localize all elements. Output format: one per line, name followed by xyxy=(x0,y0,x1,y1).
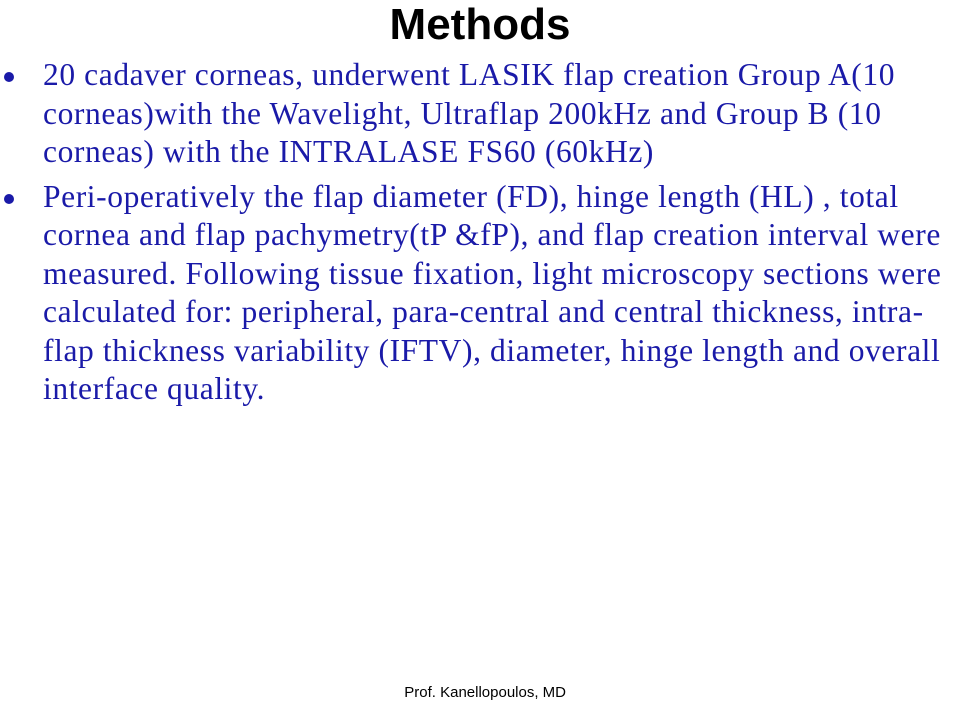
slide-title: Methods xyxy=(389,0,571,49)
bullet-dot-icon xyxy=(4,72,14,82)
bullet-dot-icon xyxy=(4,194,14,204)
bullet-item-measurements xyxy=(0,178,960,409)
bullet-text: Peri-operatively the flap diameter (FD), hinge length (HL) , total cornea and flap pachymetry(tP &fP), and flap creation interval were measured. Following tissue fixation, light microscopy sections were calculated for: peripheral, para-central and central thickness, intra-flap thickness variability (IFTV), diameter, hinge length and overall interface quality. xyxy=(43,178,942,406)
bullet-list xyxy=(0,56,960,409)
bullet-item-cadaver-corneas xyxy=(0,56,960,172)
bullet-text: 20 cadaver corneas, underwent LASIK flap creation Group A(10 corneas)with the Wavelight, Ultraflap 200kHz and Group B (10 corneas) with the INTRALASE FS60 (60kHz) xyxy=(43,57,896,169)
slide-footer-author: Prof. Kanellopoulos, MD xyxy=(404,684,566,701)
